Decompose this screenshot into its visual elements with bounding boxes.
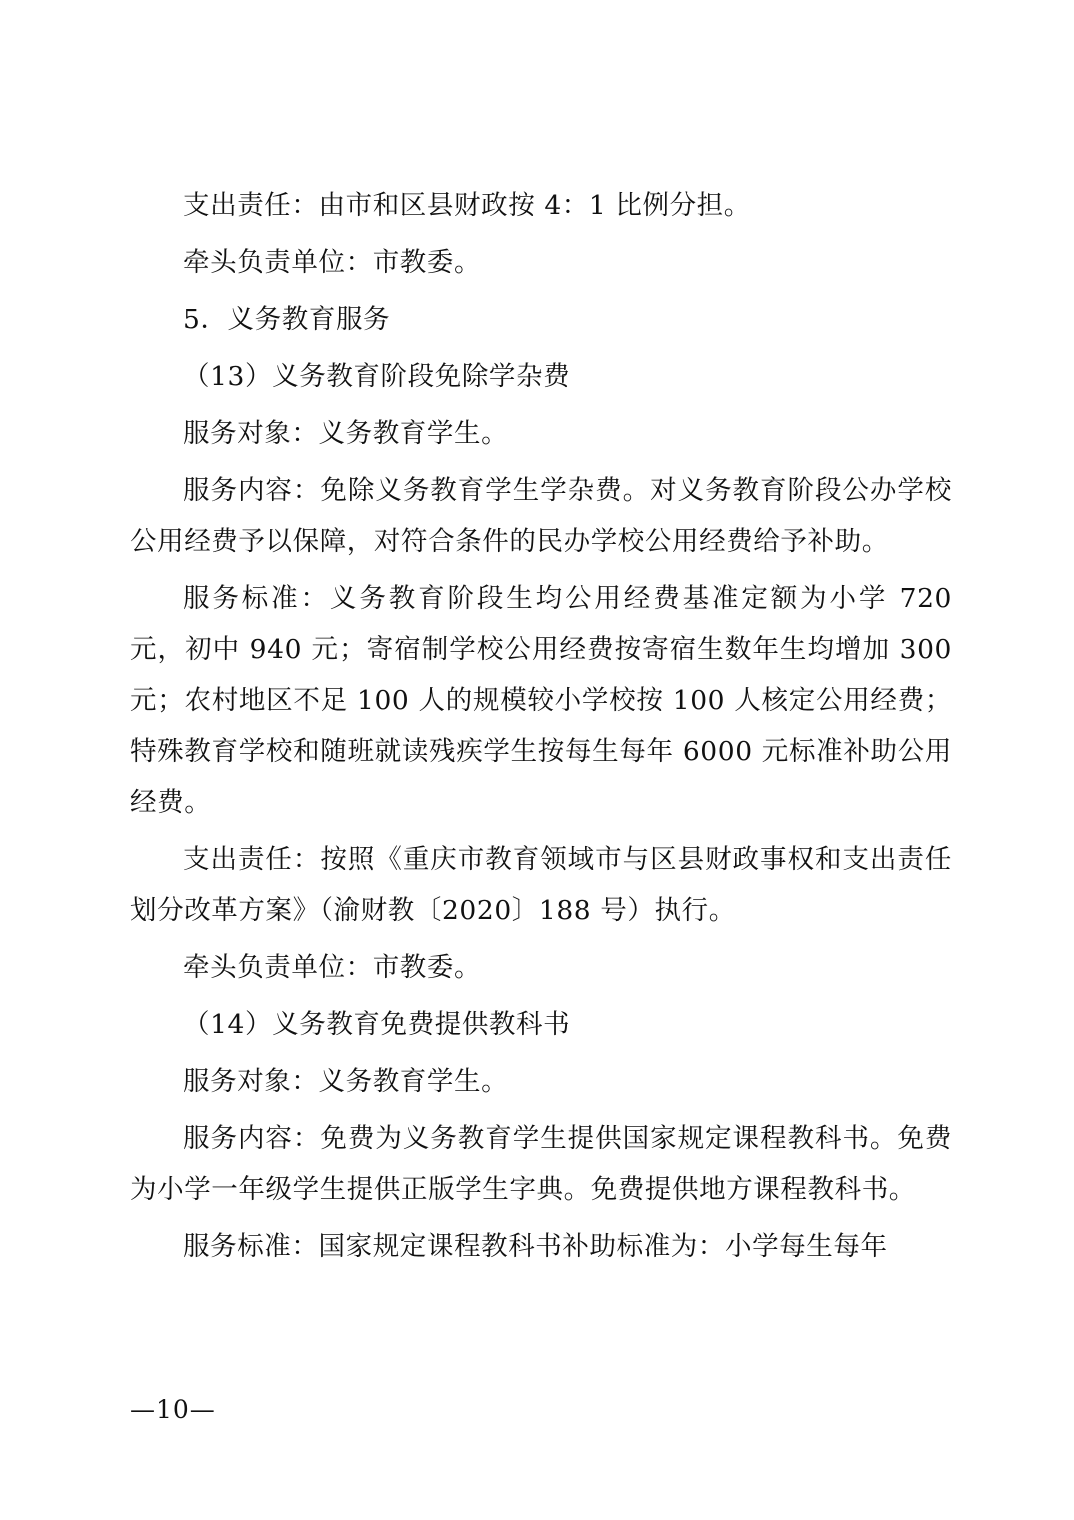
paragraph-service-content-14: 服务内容：免费为义务教育学生提供国家规定课程教科书。免费为小学一年级学生提供正版学生字典。免费提供地方课程教科书。 (130, 1123, 952, 1205)
section-heading-5: 5．义务教育服务 (183, 304, 391, 335)
item-heading-13: （13）义务教育阶段免除学杂费 (183, 361, 571, 392)
paragraph-service-standard-14: 服务标准：国家规定课程教科书补助标准为：小学每生每年 (183, 1231, 888, 1262)
paragraph-expenditure-responsibility-1: 支出责任：由市和区县财政按 4：1 比例分担。 (183, 190, 751, 221)
paragraph-service-standard-13: 服务标准：义务教育阶段生均公用经费基准定额为小学 720 元，初中 940 元；寄宿制学校公用经费按寄宿生数年生均增加 300 元；农村地区不足 100 人的规模较小学校按 100 人核定公用经费；特殊教育学校和随班就读残疾学生按每生每年 6000 元标准补助公用经费。 (130, 583, 952, 818)
paragraph-expenditure-responsibility-13: 支出责任：按照《重庆市教育领域市与区县财政事权和支出责任划分改革方案》（渝财教〔2020〕188 号）执行。 (130, 844, 952, 926)
paragraph-lead-unit-13: 牵头负责单位：市教委。 (183, 952, 482, 983)
paragraph-service-target-14: 服务对象：义务教育学生。 (183, 1066, 509, 1097)
paragraph-service-target-13: 服务对象：义务教育学生。 (183, 418, 509, 449)
page-body (130, 180, 952, 1278)
item-heading-14: （14）义务教育免费提供教科书 (183, 1009, 571, 1040)
page-number: —10— (130, 1395, 216, 1424)
paragraph-lead-unit-1: 牵头负责单位：市教委。 (183, 247, 482, 278)
paragraph-service-content-13: 服务内容：免除义务教育学生学杂费。对义务教育阶段公办学校公用经费予以保障，对符合条件的民办学校公用经费给予补助。 (130, 475, 952, 557)
